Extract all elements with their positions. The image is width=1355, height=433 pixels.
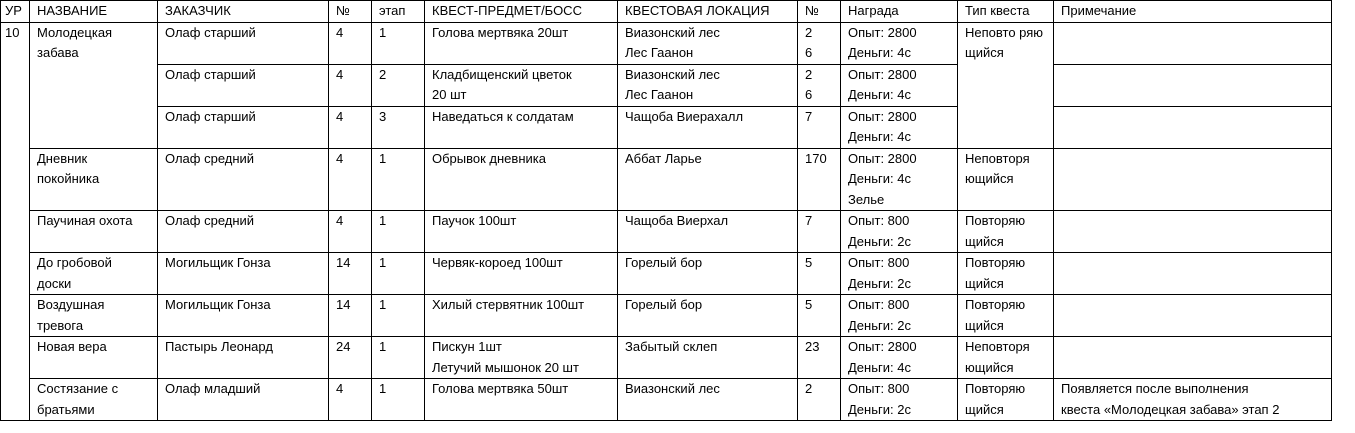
quest-location-number: 5 [798, 253, 841, 295]
quest-type: Повторяю щийся [958, 253, 1054, 295]
quest-location-number: 2 6 [798, 64, 841, 106]
quest-type: Повторяю щийся [958, 379, 1054, 421]
header-location: КВЕСТОВАЯ ЛОКАЦИЯ [618, 1, 798, 23]
quest-location: Виазонский лес Лес Гаанон [618, 22, 798, 64]
quest-item: Обрывок дневника [425, 148, 618, 211]
quest-location-number: 170 [798, 148, 841, 211]
quest-note [1054, 337, 1332, 379]
quest-client: Олаф старший [158, 64, 329, 106]
quest-item: Пискун 1шт Летучий мышонок 20 шт [425, 337, 618, 379]
header-client: ЗАКАЗЧИК [158, 1, 329, 23]
quest-reward: Опыт: 2800 Деньги: 4с [841, 337, 958, 379]
quest-client: Олаф средний [158, 148, 329, 211]
quest-location: Чащоба Виерхал [618, 211, 798, 253]
quest-location-number: 2 6 [798, 22, 841, 64]
quest-note [1054, 64, 1332, 106]
quest-client: Олаф старший [158, 106, 329, 148]
quest-client: Олаф младший [158, 379, 329, 421]
quest-location: Виазонский лес [618, 379, 798, 421]
quest-location: Виазонский лес Лес Гаанон [618, 64, 798, 106]
quest-note [1054, 211, 1332, 253]
quest-client: Олаф старший [158, 22, 329, 64]
quest-location: Чащоба Виерахалл [618, 106, 798, 148]
quest-reward: Опыт: 800 Деньги: 2с [841, 211, 958, 253]
header-number: № [329, 1, 372, 23]
quest-location: Аббат Ларье [618, 148, 798, 211]
quest-name: Воздушная тревога [30, 295, 158, 337]
quest-stage: 1 [372, 148, 425, 211]
table-row [1, 106, 1332, 148]
quest-name: Дневник покойника [30, 148, 158, 211]
quest-location-number: 2 [798, 379, 841, 421]
quest-number: 4 [329, 379, 372, 421]
quest-number: 14 [329, 295, 372, 337]
quest-client: Могильщик Гонза [158, 253, 329, 295]
quest-reward: Опыт: 800 Деньги: 2с [841, 295, 958, 337]
quest-stage: 1 [372, 379, 425, 421]
quest-note [1054, 148, 1332, 211]
quest-note [1054, 106, 1332, 148]
quest-client: Олаф средний [158, 211, 329, 253]
table-row [1, 22, 1332, 64]
quest-number: 4 [329, 22, 372, 64]
quest-note [1054, 22, 1332, 64]
table-row [1, 337, 1332, 379]
header-row [1, 1, 1332, 23]
quest-stage: 2 [372, 64, 425, 106]
quest-number: 24 [329, 337, 372, 379]
quest-type: Неповто ряющийся [958, 22, 1054, 148]
quest-reward: Опыт: 800 Деньги: 2с [841, 253, 958, 295]
level-cell: 10 [1, 22, 30, 421]
quest-location-number: 7 [798, 211, 841, 253]
quest-item: Паучок 100шт [425, 211, 618, 253]
quest-number: 14 [329, 253, 372, 295]
quest-item: Кладбищенский цветок 20 шт [425, 64, 618, 106]
quest-item: Голова мертвяка 20шт [425, 22, 618, 64]
header-location-number: № [798, 1, 841, 23]
table-row [1, 253, 1332, 295]
quest-type: Повторяю щийся [958, 211, 1054, 253]
quest-note [1054, 295, 1332, 337]
quest-location-number: 23 [798, 337, 841, 379]
header-reward: Награда [841, 1, 958, 23]
quest-location-number: 7 [798, 106, 841, 148]
quest-stage: 1 [372, 295, 425, 337]
quest-name: Паучиная охота [30, 211, 158, 253]
header-level: УР [1, 1, 30, 23]
quest-name: До гробовой доски [30, 253, 158, 295]
quest-note [1054, 253, 1332, 295]
quest-stage: 1 [372, 253, 425, 295]
quest-stage: 3 [372, 106, 425, 148]
quest-client: Могильщик Гонза [158, 295, 329, 337]
quest-note: Появляется после выполнения квеста «Молодецкая забава» этап 2 [1054, 379, 1332, 421]
quest-type: Неповторя ющийся [958, 148, 1054, 211]
header-quest-item: КВЕСТ-ПРЕДМЕТ/БОСС [425, 1, 618, 23]
quest-item: Наведаться к солдатам [425, 106, 618, 148]
quest-location: Горелый бор [618, 253, 798, 295]
quest-reward: Опыт: 2800 Деньги: 4с [841, 106, 958, 148]
quest-name: Состязание с братьями [30, 379, 158, 421]
quest-item: Голова мертвяка 50шт [425, 379, 618, 421]
quest-number: 4 [329, 211, 372, 253]
quest-name: Молодецкая забава [30, 22, 158, 148]
quest-stage: 1 [372, 22, 425, 64]
table-row [1, 64, 1332, 106]
quest-reward: Опыт: 800 Деньги: 2с [841, 379, 958, 421]
quest-location: Забытый склеп [618, 337, 798, 379]
quest-reward: Опыт: 2800 Деньги: 4с [841, 22, 958, 64]
quest-location-number: 5 [798, 295, 841, 337]
quest-type: Повторяю щийся [958, 295, 1054, 337]
table-row [1, 379, 1332, 421]
quest-client: Пастырь Леонард [158, 337, 329, 379]
quest-location: Горелый бор [618, 295, 798, 337]
header-note: Примечание [1054, 1, 1332, 23]
header-quest-type: Тип квеста [958, 1, 1054, 23]
header-stage: этап [372, 1, 425, 23]
quest-item: Червяк-короед 100шт [425, 253, 618, 295]
quest-reward: Опыт: 2800 Деньги: 4с [841, 64, 958, 106]
quest-item: Хилый стервятник 100шт [425, 295, 618, 337]
quest-stage: 1 [372, 211, 425, 253]
table-row [1, 295, 1332, 337]
quest-name: Новая вера [30, 337, 158, 379]
quest-reward: Опыт: 2800 Деньги: 4с Зелье [841, 148, 958, 211]
header-name: НАЗВАНИЕ [30, 1, 158, 23]
quest-stage: 1 [372, 337, 425, 379]
quest-number: 4 [329, 148, 372, 211]
quest-number: 4 [329, 106, 372, 148]
table-row [1, 211, 1332, 253]
quest-number: 4 [329, 64, 372, 106]
table-row [1, 148, 1332, 211]
quest-type: Неповторя ющийся [958, 337, 1054, 379]
